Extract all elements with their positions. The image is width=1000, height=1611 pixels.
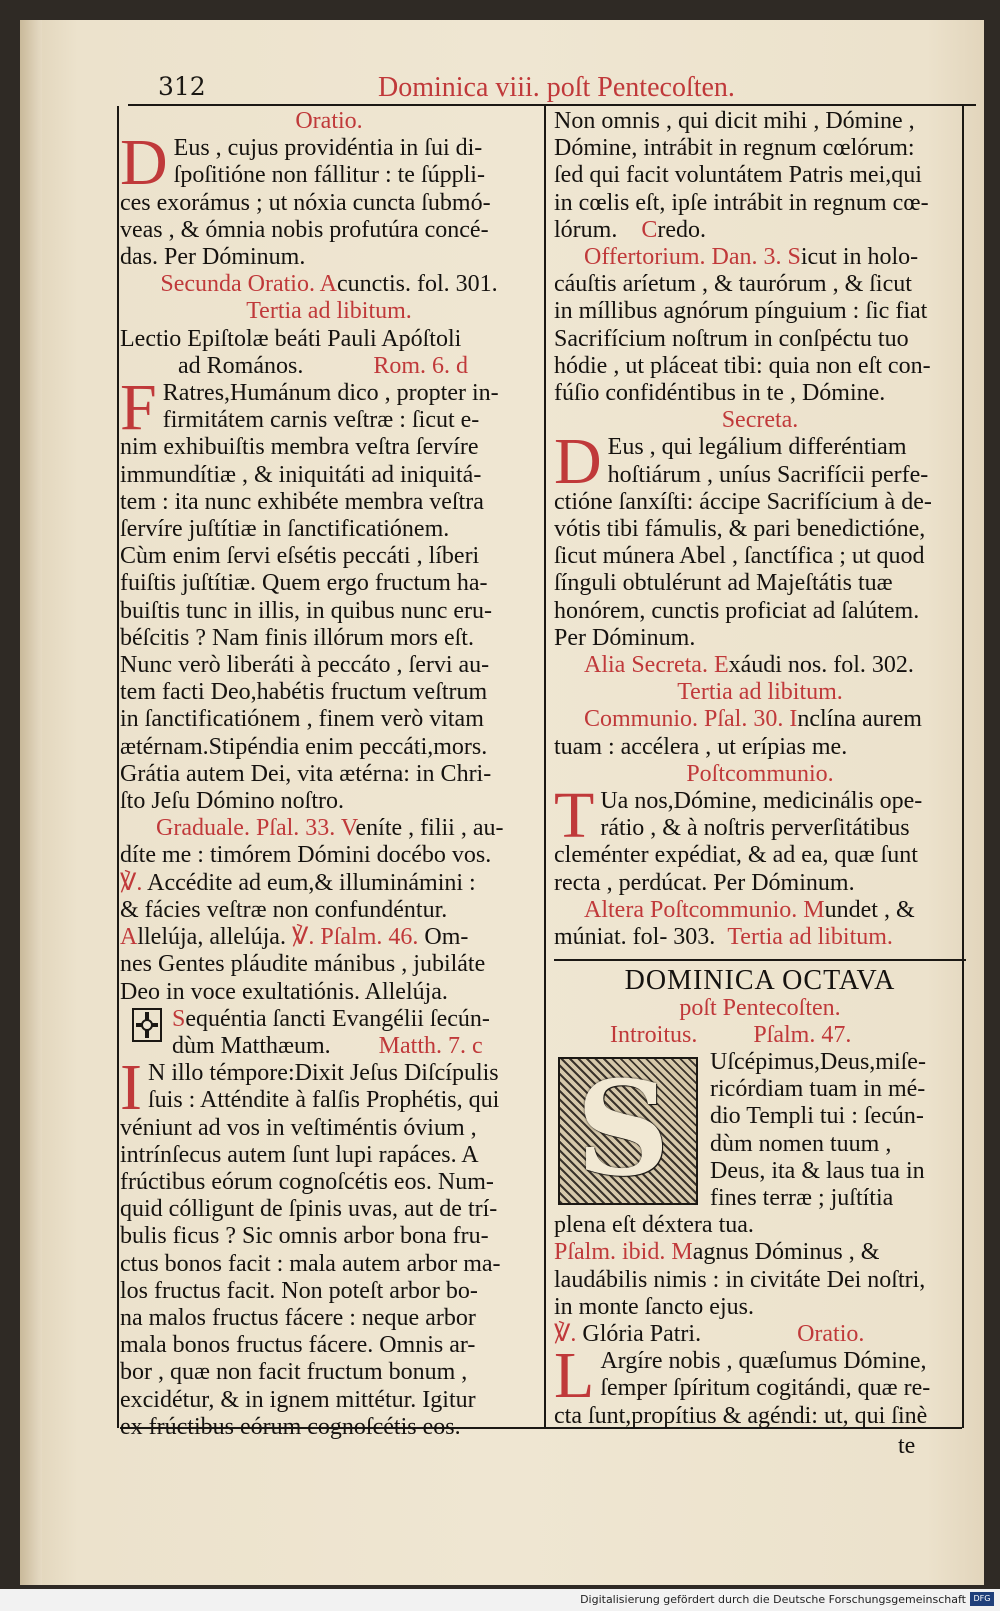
text-line: Non omnis , qui dicit mihi , Dómine , — [554, 108, 915, 134]
final-oratio-block — [554, 1339, 966, 1430]
dfg-logo-icon: DFG — [970, 1592, 994, 1606]
lectio-addressee: ad Romános. — [178, 352, 304, 379]
rubric: Offertorium. Dan. 3. S — [584, 244, 801, 271]
psalm-reference: ℣. Pſalm. 46. — [291, 924, 419, 951]
text-line: excidétur, & in ignem mittétur. Igitur — [120, 1386, 476, 1413]
right-column — [554, 108, 966, 1430]
text-line: nim exhibuiſtis membra veſtra ſervíre — [120, 434, 479, 461]
text-line: buiſtis tunc in illis, in quibus nunc eru- — [120, 597, 492, 624]
text-line: ctióne ſanxíſti: áccipe Sacrifícium à de- — [554, 488, 932, 515]
alia-secreta-line — [554, 652, 966, 679]
psalm-line — [554, 1239, 966, 1266]
text-line: ſto Jeſu Dómino noſtro. — [120, 788, 344, 815]
sequentia-block — [120, 1006, 538, 1060]
text-line: firmitátem carnis veſtræ : ſicut e- — [162, 407, 480, 434]
text-line: ſuis : Atténdite à falſis Prophétis, qui — [147, 1087, 500, 1114]
communio-line — [554, 706, 966, 733]
drop-cap: D — [120, 126, 168, 200]
running-header — [128, 72, 978, 106]
text-line: intrínſecus autem ſunt lupi rapáces. A — [120, 1141, 479, 1168]
text-line: laudábilis nimis : in civitáte Dei noſtri, — [554, 1266, 926, 1293]
text-line: na malos fructus fácere : neque arbor — [120, 1304, 476, 1331]
altera-line — [554, 897, 966, 924]
text-line: ex frúctibus eórum cognoſcétis eos. — [120, 1413, 461, 1440]
text-line: Per Dóminum. — [554, 624, 696, 651]
text-line: mala bonos fructus fácere. Omnis ar- — [120, 1332, 476, 1359]
postcommunio-block — [554, 779, 966, 897]
introitus-line — [554, 1022, 966, 1049]
alleluia-text: llelúja, allelúja. — [137, 924, 286, 951]
tertia-heading: Tertia ad libitum. — [677, 679, 843, 706]
versicle-text: Accédite ad eum,& illuminámini : — [147, 869, 476, 896]
credo-line — [554, 217, 966, 244]
alia-text: xáudi nos. fol. 302. — [728, 652, 914, 679]
epistle-block — [120, 371, 538, 815]
introitus-label: Introitus. — [610, 1021, 698, 1048]
text-line: Deo in voce exultatiónis. Allelúja. — [120, 978, 448, 1005]
lectio-reference: Rom. 6. d — [373, 352, 469, 379]
text-line: rátio , & à noſtris perverſitátibus — [600, 815, 910, 842]
text-line: Sacrifícium noſtrum in conſpéctu tuo — [554, 325, 909, 352]
text-line: ces exorámus ; ut nóxia cuncta ſubmó- — [120, 189, 491, 216]
text-line: immundítiæ , & iniquitáti ad iniquitá- — [120, 461, 482, 488]
text-line: veas , & ómnia nobis profutúra concé- — [120, 216, 489, 243]
text-line: tuam : accélera , ut erípias me. — [554, 733, 848, 760]
text-line: Dómine, intrábit in regnum cœlórum: — [554, 135, 915, 162]
sequentia-text: equéntia ſancti Evangélii ſecún- — [185, 1005, 490, 1032]
text-line: ſicut múnera Abel , ſanctífica ; ut quod — [554, 543, 925, 570]
offertorium-text: icut in holo- — [800, 244, 919, 271]
rubric: C — [641, 216, 658, 243]
text-line: hódie , ut pláceat tibi: quia non eſt con- — [554, 352, 931, 379]
text-line: recta , perdúcat. Per Dóminum. — [554, 869, 855, 896]
gospel-attribution: dùm Matthæum. — [172, 1032, 331, 1059]
sequentia-line-2 — [172, 1033, 538, 1060]
graduale-line — [120, 815, 538, 842]
text-line: Argíre nobis , quæſumus Dómine, — [600, 1348, 927, 1375]
text-line: in míllibus agnórum pínguium : ſic fiat — [554, 298, 928, 325]
text-line: dio Templi tui : ſecún- — [710, 1103, 924, 1130]
rubric: Pſalm. ibid. M — [554, 1239, 693, 1266]
rubric-text: eníte , filii , au- — [355, 815, 504, 842]
alleluia-tail: Om- — [424, 924, 469, 951]
text-line: Uſcépimus,Deus,miſe- — [710, 1048, 926, 1075]
text-line: & fácies veſtræ non confundéntur. — [120, 896, 448, 923]
oratio-block — [120, 126, 538, 271]
text-line: Grátia autem Dei, vita ætérna: in Chri- — [120, 760, 492, 787]
drop-cap: L — [554, 1339, 595, 1413]
psalm-text: agnus Dóminus , & — [692, 1239, 880, 1266]
text-line: vótis tibi fámulis, & pari benedictióne, — [554, 516, 926, 543]
rubric: Altera Poſtcommunio. M — [584, 896, 825, 923]
text-line: Ua nos,Dómine, medicinális ope- — [600, 788, 923, 815]
text-line: véniunt ad vos in veſtiméntis óvium , — [120, 1114, 477, 1141]
footer-text: Digitalisierung gefördert durch die Deutsche Forschungsgemeinschaft — [580, 1593, 966, 1606]
drop-cap: I — [120, 1051, 142, 1125]
versicle-mark: ℣. — [554, 1320, 577, 1347]
text-line: cleménter expédiat, & ad ea, quæ ſunt — [554, 842, 918, 869]
gloria-line — [554, 1321, 966, 1348]
credo-text: redo. — [657, 216, 706, 243]
postcommunio-heading: Poſtcommunio. — [686, 760, 834, 787]
text-line: ætérnam.Stipéndia enim peccáti,mors. — [120, 733, 488, 760]
text-line: fúſio confidéntibus in te , Dómine. — [554, 380, 886, 407]
text-line: hoſtiárum , uníus Sacrifícii perfe- — [607, 461, 929, 488]
text-line: dùm nomen tuum , — [710, 1130, 892, 1157]
lectio-title-2 — [120, 353, 538, 380]
text-line: Nunc verò liberáti à peccáto , ſervi au- — [120, 652, 490, 679]
text-line: cáuſtis aríetum , & taurórum , & ſicut — [554, 271, 912, 298]
altera-line-2 — [554, 924, 966, 951]
rubric: S — [172, 1005, 186, 1032]
rubric-text: cunctis. fol. 301. — [336, 271, 498, 298]
text-line: plena eſt déxtera tua. — [554, 1212, 754, 1239]
text-line: in monte ſancto ejus. — [554, 1293, 754, 1320]
column-divider — [544, 106, 546, 1428]
text-line: díte me : timórem Dómini docébo vos. — [120, 842, 492, 869]
text-line: tem : ita nunc exhibéte membra veſtra — [120, 488, 484, 515]
text-line: Eus , cujus providéntia in ſui di- — [173, 135, 483, 162]
rubric: Secunda Oratio. A — [160, 271, 337, 298]
introitus-reference: Pſalm. 47. — [753, 1021, 852, 1048]
drop-cap: D — [554, 425, 602, 499]
text-line: bulis ficus ? Sic omnis arbor bona fru- — [120, 1223, 489, 1250]
text-line: béſcitis ? Nam finis illórum mors eſt. — [120, 624, 474, 651]
left-border — [117, 106, 119, 1428]
alleluia-line — [120, 924, 538, 951]
secreta-heading: Secreta. — [721, 407, 799, 434]
text-line: honórem, cunctis proficiat ad ſalútem. — [554, 597, 920, 624]
header-rule — [128, 104, 976, 106]
text-line: N illo témpore:Dixit Jeſus Diſcípulis — [147, 1060, 499, 1087]
versicle-line — [120, 870, 538, 897]
running-title: Dominica viii. poſt Pentecoſten. — [378, 72, 735, 103]
text-line: Deus, ita & laus tua in — [710, 1157, 925, 1184]
text-line: ſínguli obtulérunt ad Majeſtátis tuæ — [554, 570, 893, 597]
left-column — [120, 108, 538, 1441]
page-number: 312 — [158, 72, 206, 101]
gospel-reference: Matth. 7. c — [378, 1032, 483, 1059]
communio-text: nclína aurem — [797, 706, 922, 733]
text-line: ſervíre juſtítiæ in ſanctificatiónem. — [120, 516, 450, 543]
catchword: te — [898, 1433, 916, 1459]
offertorium-line — [554, 244, 966, 271]
dominica-subtitle: poſt Pentecoſten. — [679, 994, 841, 1021]
cross-ornament-icon — [132, 1008, 162, 1042]
text-line: das. Per Dóminum. — [120, 244, 306, 271]
tertia-inline: Tertia ad libitum. — [727, 924, 893, 951]
text-line: ricórdiam tuam in mé- — [710, 1076, 926, 1103]
section-rule — [554, 959, 966, 961]
woodcut-letter: S — [576, 1051, 670, 1205]
text-line: cta ſunt,propítius & agéndi: ut, qui ſinè — [554, 1402, 928, 1429]
tertia-heading: Tertia ad libitum. — [246, 298, 412, 325]
text-line: Cùm enim ſervi eſsétis peccáti , líberi — [120, 543, 480, 570]
dominica-title: DOMINICA OCTAVA — [624, 965, 896, 997]
oratio-heading: Oratio. — [295, 108, 363, 134]
text-line: tem facti Deo,habétis fructum veſtrum — [120, 679, 488, 706]
text-line: nes Gentes pláudite mánibus , jubiláte — [120, 951, 486, 978]
text-line: frúctibus eórum cognoſcétis eos. Num- — [120, 1168, 494, 1195]
woodcut-initial — [558, 1051, 698, 1205]
drop-cap: F — [120, 371, 157, 445]
credo-pre: lórum. — [554, 216, 618, 243]
page-gutter — [20, 20, 42, 1585]
oratio-heading: Oratio. — [797, 1320, 865, 1347]
altera-text-2: múniat. fol- 303. — [554, 924, 716, 951]
text-line: in ſanctificatiónem , finem verò vitam — [120, 706, 484, 733]
text-line: bor , quæ non facit fructum bonum , — [120, 1359, 468, 1386]
rubric: A — [120, 924, 138, 951]
gospel-block — [120, 1051, 538, 1441]
introit-block — [554, 1049, 966, 1212]
text-line: fuiſtis juſtítiæ. Quem ergo fructum ha- — [120, 570, 488, 597]
rubric: Alia Secreta. E — [584, 652, 729, 679]
secreta-block — [554, 425, 966, 652]
lectio-title: Lectio Epiſtolæ beáti Pauli Apóſtoli — [120, 325, 462, 352]
text-line: ſemper ſpíritum cogitándi, quæ re- — [600, 1375, 931, 1402]
text-line: Eus , qui legálium differéntiam — [607, 434, 907, 461]
altera-text: undet , & — [824, 896, 915, 923]
text-line: Ratres,Humánum dico , propter in- — [162, 380, 499, 407]
drop-cap: T — [554, 779, 595, 853]
secunda-oratio — [120, 271, 538, 298]
rubric: Graduale. Pſal. 33. V — [156, 815, 356, 842]
rubric: Communio. Pſal. 30. I — [584, 706, 798, 733]
sequentia-line — [172, 1006, 538, 1033]
text-line: ſed qui facit voluntátem Patris mei,qui — [554, 162, 922, 189]
text-line: quid cólligunt de ſpinis uvas, aut de trí- — [120, 1196, 498, 1223]
text-line: ſpoſitióne non fállitur : te ſúppli- — [173, 162, 485, 189]
gloria-text: Glória Patri. — [582, 1320, 702, 1347]
versicle-mark: ℣. — [120, 869, 143, 896]
text-line: los fructus facit. Non poteſt arbor bo- — [120, 1277, 478, 1304]
text-line: ctus bonos facit : mala autem arbor ma- — [120, 1250, 501, 1277]
digitization-footer — [0, 1589, 1000, 1611]
text-line: fines terræ ; juſtítia — [710, 1184, 894, 1211]
text-line: in cœlis eſt, ipſe intrábit in regnum cœ- — [554, 189, 929, 216]
